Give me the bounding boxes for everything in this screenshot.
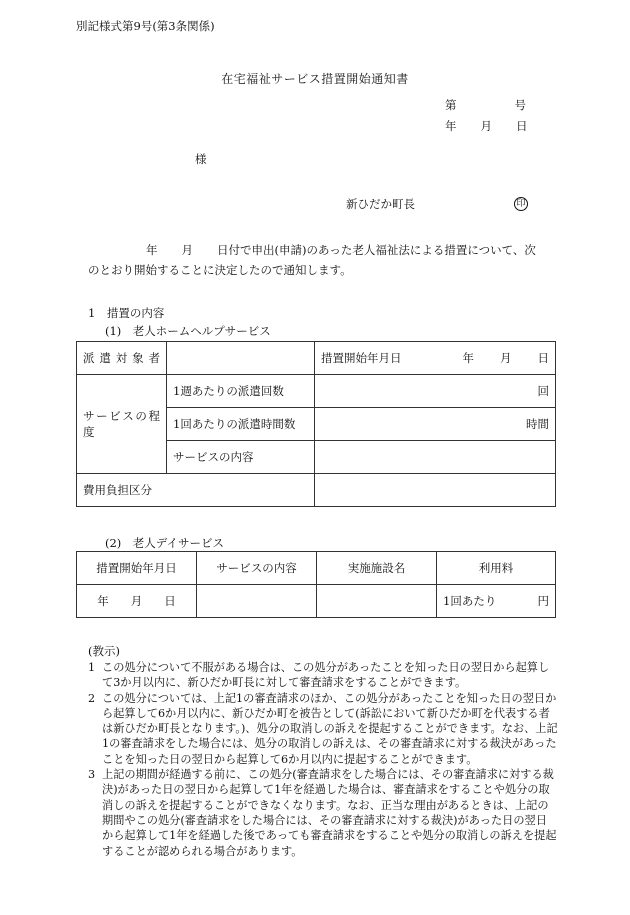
intro-line2: のとおり開始することに決定したので通知します。 <box>88 263 352 277</box>
table-header-row <box>77 552 556 585</box>
row-label: 1回あたりの派遣時間数 <box>167 408 315 441</box>
fee-value[interactable] <box>437 585 556 618</box>
doc-date-day: 日 <box>516 119 528 133</box>
row-value[interactable]: 回 <box>315 375 556 408</box>
date-year: 年 <box>97 594 109 608</box>
fee-unit: 円 <box>537 594 549 608</box>
seal-mark: 印 <box>514 197 528 211</box>
start-date-label: 措置開始年月日 <box>315 342 423 375</box>
header-facility: 実施施設名 <box>317 552 437 585</box>
header-fee: 利用料 <box>437 552 556 585</box>
section1-heading: 1 措置の内容 <box>88 306 165 320</box>
table-row <box>77 474 556 507</box>
cost-value[interactable] <box>315 474 556 507</box>
table-row <box>77 342 556 375</box>
instruction-heading: (教示) <box>88 644 120 658</box>
document-number <box>445 97 526 113</box>
note-text: この処分については、上記1の審査請求のほか、この処分があったことを知った日の翌日から起算して6か月以内に、新ひだか町を被告として(訴訟において新ひだか町を代表する者は新ひだか町長となります。)、処分の取消しの訴えを提起することができます。なお、上記1の審査請求をした場合には、処分の取消しの訴えは、その審査請求に対する裁決があったことを知った日の翌日から起算して6か月以内に提起することができます。 <box>102 691 558 766</box>
document-date <box>445 118 528 134</box>
row-label: 1週あたりの派遣回数 <box>167 375 315 408</box>
date-value[interactable] <box>77 585 197 618</box>
start-day: 日 <box>537 351 549 365</box>
row-value[interactable]: 時間 <box>315 408 556 441</box>
list-item <box>88 767 558 859</box>
doc-number-dai: 第 <box>445 98 457 112</box>
row-label: サービスの内容 <box>167 441 315 474</box>
intro-year: 年 <box>146 243 158 257</box>
intro-line1: 日付で申出(申請)のあった老人福祉法による措置について、次 <box>217 243 536 257</box>
fee-prefix: 1回あたり <box>443 594 497 608</box>
homehelp-table <box>76 341 556 507</box>
intro-paragraph <box>88 240 558 280</box>
instruction-notes <box>88 660 558 859</box>
list-item <box>88 691 558 767</box>
note-number: 2 <box>88 691 96 705</box>
table-row <box>77 585 556 618</box>
header-service-content: サービスの内容 <box>197 552 317 585</box>
doc-date-year: 年 <box>445 119 457 133</box>
note-number: 1 <box>88 661 96 674</box>
note-number: 3 <box>88 768 96 782</box>
note-text: この処分について不服がある場合は、この処分があったことを知った日の翌日から起算して3か月以内に、新ひだか町長に対して審査請求をすることができます。 <box>102 661 550 690</box>
list-item <box>88 660 558 691</box>
start-year: 年 <box>462 351 474 365</box>
document-title: 在宅福祉サービス措置開始通知書 <box>221 72 409 86</box>
cost-label: 費用負担区分 <box>77 474 315 507</box>
form-id: 別記様式第9号(第3条関係) <box>76 19 215 33</box>
doc-date-month: 月 <box>480 119 492 133</box>
section1-2-heading: (2) 老人デイサービス <box>105 536 224 550</box>
row-value[interactable] <box>315 441 556 474</box>
intro-month: 月 <box>181 243 193 257</box>
section1-1-heading: (1) 老人ホームヘルプサービス <box>105 324 271 338</box>
dayservice-table <box>76 551 556 618</box>
note-text: 上記の期間が経過する前に、この処分(審査請求をした場合には、その審査請求に対する裁決)があった日の翌日から起算して1年を経過した場合は、審査請求をすることや処分の取消しの訴えを提起することができなくなります。なお、正当な理由があるときは、上記の期間やこの処分(審査請求をした場合には、その審査請求に対する裁決)があった日の翌日から起算して1年を経過した後であっても審査請求をすることや処分の取消しの訴えを提起することが認められる場合があります。 <box>102 768 557 858</box>
facility-value[interactable] <box>317 585 437 618</box>
target-value[interactable] <box>167 342 315 375</box>
date-month: 月 <box>130 594 143 608</box>
start-date-value[interactable] <box>423 342 556 375</box>
service-level-label: サービスの程度 <box>77 375 167 474</box>
target-label: 派遣対象者 <box>77 342 167 375</box>
sender-name: 新ひだか町長 <box>346 197 415 211</box>
service-content-value[interactable] <box>197 585 317 618</box>
date-day: 日 <box>164 594 176 608</box>
header-start-date: 措置開始年月日 <box>77 552 197 585</box>
table-row <box>77 375 556 408</box>
start-month: 月 <box>500 351 512 365</box>
doc-number-go: 号 <box>514 98 526 112</box>
addressee-suffix: 様 <box>195 152 207 166</box>
